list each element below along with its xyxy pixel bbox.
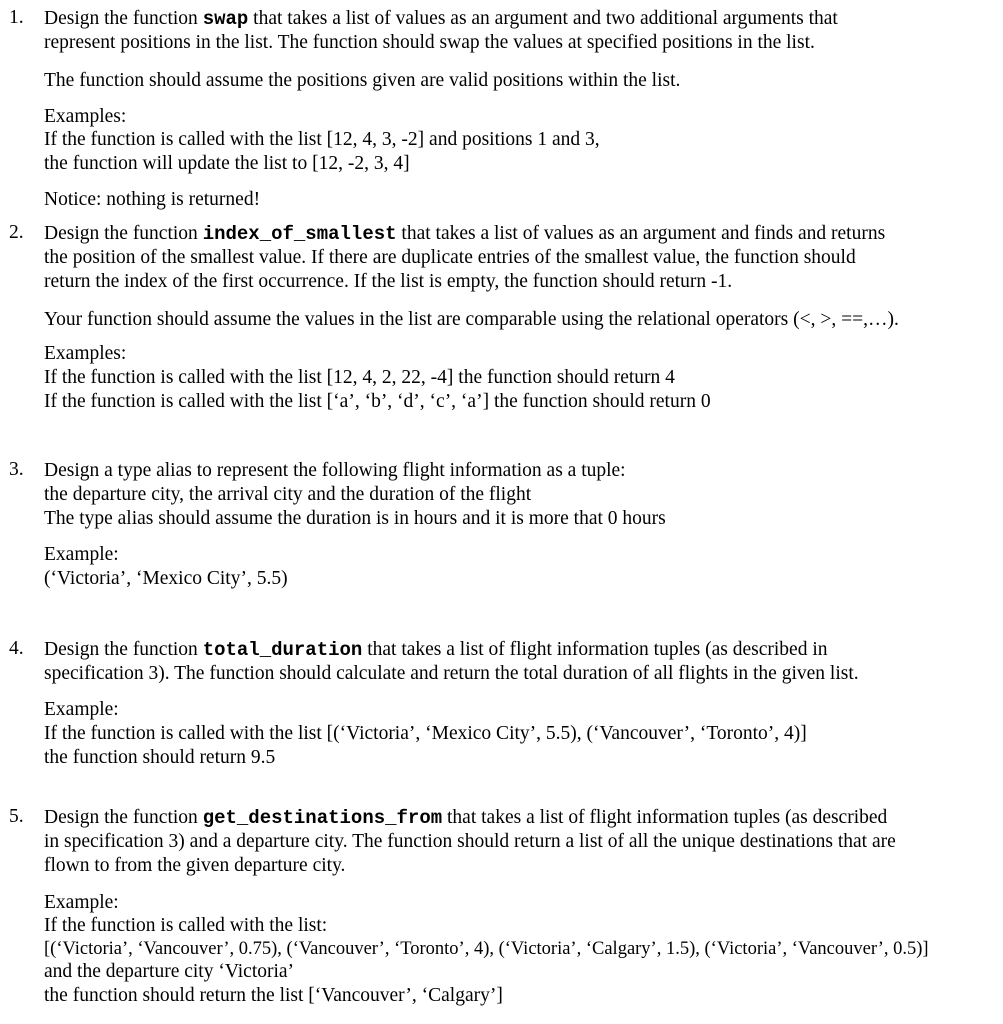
examples-heading: Example: [44,892,119,913]
text: that takes a list of values as an argument and two additional arguments that [248,8,838,29]
problem-line: Your function should assume the values in the list are comparable using the relational operators (<, >, ==,…). [44,309,899,330]
problem-line: Design a type alias to represent the following flight information as a tuple: [44,460,626,481]
problem-number: 2. [9,222,24,243]
example-line: [(‘Victoria’, ‘Vancouver’, 0.75), (‘Vancouver’, ‘Toronto’, 4), (‘Victoria’, ‘Calgary’, 1.5), (‘Victoria’, ‘Vancouver’, 0.5)] [44,939,929,959]
example-line: the function should return the list [‘Vancouver’, ‘Calgary’] [44,985,503,1006]
example-line: and the departure city ‘Victoria’ [44,961,295,982]
examples-heading: Example: [44,699,119,720]
problem-number: 5. [9,806,24,827]
notice-line: Notice: nothing is returned! [44,189,261,210]
function-name: total_duration [202,639,363,661]
text: that takes a list of flight information tuples (as described in [362,639,828,660]
example-line: If the function is called with the list [(‘Victoria’, ‘Mexico City’, 5.5), (‘Vancouver’, ‘Toronto’, 4)] [44,723,807,744]
problem-line [44,222,885,246]
problem-number: 1. [9,7,24,28]
examples-heading: Examples: [44,343,127,364]
problem-line: The type alias should assume the duration is in hours and it is more that 0 hours [44,508,666,529]
problem-line [44,7,838,31]
function-name: swap [202,8,249,30]
problem-line [44,806,887,830]
problem-line: the position of the smallest value. If there are duplicate entries of the smallest value, the function should [44,247,856,268]
text: Design the function [44,639,203,660]
example-line: the function will update the list to [12, -2, 3, 4] [44,153,410,174]
problem-line: in specification 3) and a departure city. The function should return a list of all the unique destinations that are [44,831,896,852]
problem-line: flown to from the given departure city. [44,855,346,876]
problem-line: return the index of the first occurrence. If the list is empty, the function should return -1. [44,271,733,292]
text: Design the function [44,8,203,29]
function-name: index_of_smallest [202,223,397,245]
example-line: If the function is called with the list [12, 4, 2, 22, -4] the function should return 4 [44,367,675,388]
text: Design the function [44,223,203,244]
examples-heading: Examples: [44,106,127,127]
problem-line: the departure city, the arrival city and the duration of the flight [44,484,532,505]
example-line: (‘Victoria’, ‘Mexico City’, 5.5) [44,568,288,589]
problem-line [44,638,828,662]
problem-line: specification 3). The function should calculate and return the total duration of all flights in the given list. [44,663,859,684]
problem-number: 4. [9,638,24,659]
text: Design the function [44,807,203,828]
text: that takes a list of values as an argument and finds and returns [396,223,886,244]
example-line: If the function is called with the list: [44,915,328,936]
problem-line: The function should assume the positions given are valid positions within the list. [44,70,681,91]
example-line: the function should return 9.5 [44,747,276,768]
example-line: If the function is called with the list [12, 4, 3, -2] and positions 1 and 3, [44,129,600,150]
problem-line: represent positions in the list. The function should swap the values at specified positions in the list. [44,32,815,53]
function-name: get_destinations_from [202,807,443,829]
problem-number: 3. [9,459,24,480]
example-line: If the function is called with the list [‘a’, ‘b’, ‘d’, ‘c’, ‘a’] the function should return 0 [44,391,711,412]
text: that takes a list of flight information tuples (as described [442,807,888,828]
examples-heading: Example: [44,544,119,565]
